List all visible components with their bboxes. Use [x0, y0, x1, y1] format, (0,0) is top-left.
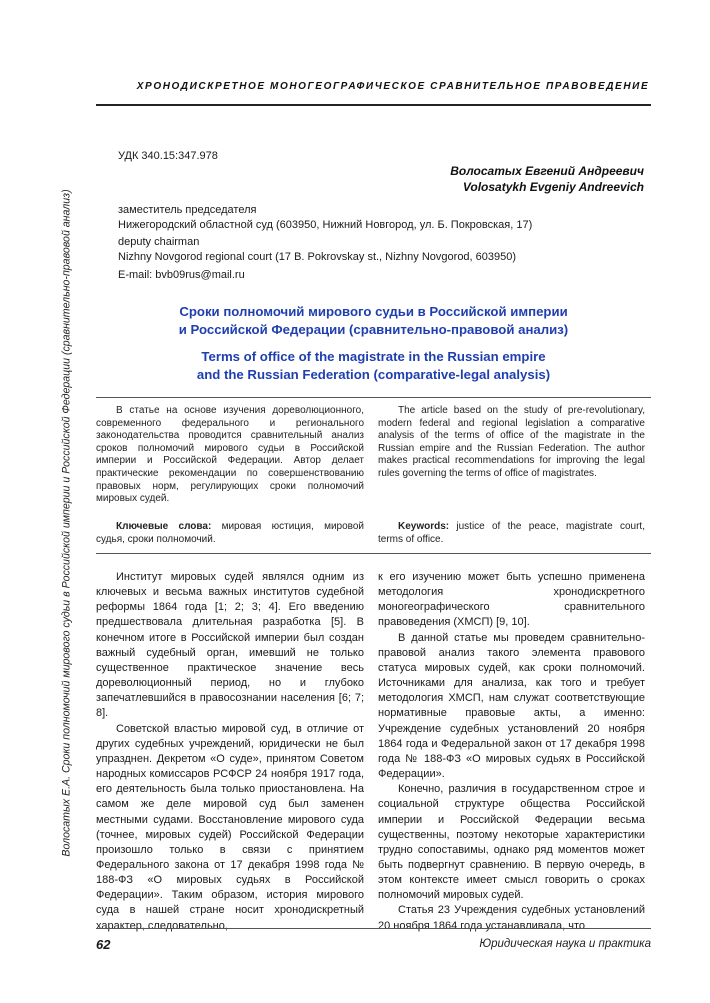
- article-title-ru: [96, 303, 651, 339]
- affiliation-ru: Нижегородский областной суд (603950, Нижний Новгород, ул. Б. Покровская, 17): [118, 219, 533, 231]
- author-name-ru: Волосатых Евгений Андреевич: [450, 164, 644, 178]
- affiliation-en-block: [118, 235, 638, 265]
- email: E-mail: bvb09rus@mail.ru: [118, 269, 245, 281]
- keywords-en-label: Keywords:: [398, 521, 450, 532]
- journal-name: Юридическая наука и практика: [479, 938, 651, 950]
- position-ru: заместитель председателя: [118, 204, 257, 216]
- article-title-ru-line2: и Российской Федерации (сравнительно-правовой анализ): [178, 322, 569, 337]
- affiliation-ru-block: [118, 203, 638, 233]
- keywords-ru-label: Ключевые слова:: [116, 521, 212, 532]
- body-paragraph: Институт мировых судей являлся одним из ключевых и весьма важных институтов судебной реформы 1864 года [1; 2; 3; 4]. Его введению предшествовала длительная разработка [5]. В конечном итоге в Российской империи был создан важный судебный орган, имевший не только существенное практическое значение весь дореволюционный период, но и глубоко запечатлевшийся в правосознании населения [6; 7; 8].: [96, 571, 364, 720]
- keywords-en-text: justice of the peace, magistrate court, terms of office.: [378, 521, 645, 545]
- position-en: deputy chairman: [118, 236, 200, 248]
- article-title-en: [96, 348, 651, 384]
- running-title: ХРОНОДИСКРЕТНОЕ МОНОГЕОГРАФИЧЕСКОЕ СРАВНИТЕЛЬНОЕ ПРАВОВЕДЕНИЕ: [136, 81, 650, 92]
- side-caption: [57, 128, 77, 918]
- abstract-bottom-rule: [96, 553, 651, 554]
- body-paragraph: к его изучению может быть успешно применена методология хронодискретного моногеографического сравнительного правоведения (ХМСП) [9, 10].: [378, 571, 645, 629]
- footer-rule: [96, 928, 651, 929]
- article-title-en-line2: and the Russian Federation (comparative-legal analysis): [196, 367, 551, 382]
- body-paragraph: Статья 23 Учреждения судебных установлений 20 ноября 1864 года устанавливала, что: [378, 904, 645, 932]
- page-number: 62: [96, 937, 111, 952]
- abstract-ru: [96, 405, 364, 506]
- body-left-column: [96, 570, 364, 934]
- header-rule: [96, 104, 651, 106]
- udc-code: УДК 340.15:347.978: [118, 150, 218, 162]
- author-name-en: Volosatykh Evgeniy Andreevich: [462, 180, 644, 194]
- article-title-en-line1: Terms of office of the magistrate in the Russian empire: [201, 349, 546, 364]
- article-title-ru-line1: Сроки полномочий мирового судьи в Российской империи: [179, 304, 568, 319]
- abstract-ru-text: В статье на основе изучения дореволюционного, современного федерального и регионального законодательства проводится сравнительный анализ сроков полномочий мирового судьи в Российской империи и Российской Федерации. Автор делает практические рекомендации по совершенствованию правовых норм, регулирующих сроки полномочий мировых судей.: [96, 405, 364, 505]
- side-caption-text: Волосатых Е.А. Сроки полномочий мирового судьи в Российской империи и Российской Федерации (сравнительно-правовой анализ): [61, 189, 74, 857]
- abstract-en-text: The article based on the study of pre-revolutionary, modern federal and regional legislation a comparative analysis of the terms of office of the magistrate in the Russian empire and the Russian Federation. The author makes practical recommendations for improving the legal rules governing the terms of office of magistrates.: [378, 405, 645, 479]
- keywords-ru: [96, 521, 364, 546]
- body-paragraph: Советской властью мировой суд, в отличие от других судебных учреждений, юридически не был упразднен. Декретом «О суде», принятом Советом народных комиссаров РСФСР 24 ноября 1917 года, его деятельность была только приостановлена. На самом же деле мировой суд был заменен местными судами. Восстановление мирового суда (точнее, мировых судей) Российской Федерации произошло только в связи с принятием Федерального закона от 17 декабря 1998 года № 188-ФЗ «О мировых судьях в Российской Федерации». Таким образом, история мирового суда в нашей стране носит хронодискретный характер, следовательно,: [96, 722, 364, 932]
- body-paragraph: В данной статье мы проведем сравнительно-правовой анализ такого элемента правового статуса мировых судей, как сроки полномочий. Источниками для анализа, как того и требует методология ХМСП, нам служат соответствующие нормативные правовые акты, а именно: Учреждение судебных установлений 20 ноября 1864 года и Федеральной закон от 17 декабря 1998 года № 188-ФЗ «О мировых судьях в Российской Федерации».: [378, 631, 645, 781]
- keywords-en: [378, 521, 645, 546]
- body-right-column: [378, 570, 645, 934]
- abstract-en: [378, 405, 645, 481]
- abstract-top-rule: [96, 397, 651, 398]
- keywords-ru-text: мировая юстиция, мировой судья, сроки полномочий.: [96, 521, 365, 545]
- body-paragraph: Конечно, различия в государственном строе и социальной структуре общества Российской империи и Российской Федерации весьма существенны, поэтому некоторые характеристики трудно сопоставимы, однако ряд моментов может быть подвергнут сравнению. В первую очередь, в этом контексте имеет смысл говорить о сроках полномочий мировых судей.: [378, 783, 645, 902]
- affiliation-en: Nizhny Novgorod regional court (17 B. Pokrovskay st., Nizhny Novgorod, 603950): [118, 251, 517, 263]
